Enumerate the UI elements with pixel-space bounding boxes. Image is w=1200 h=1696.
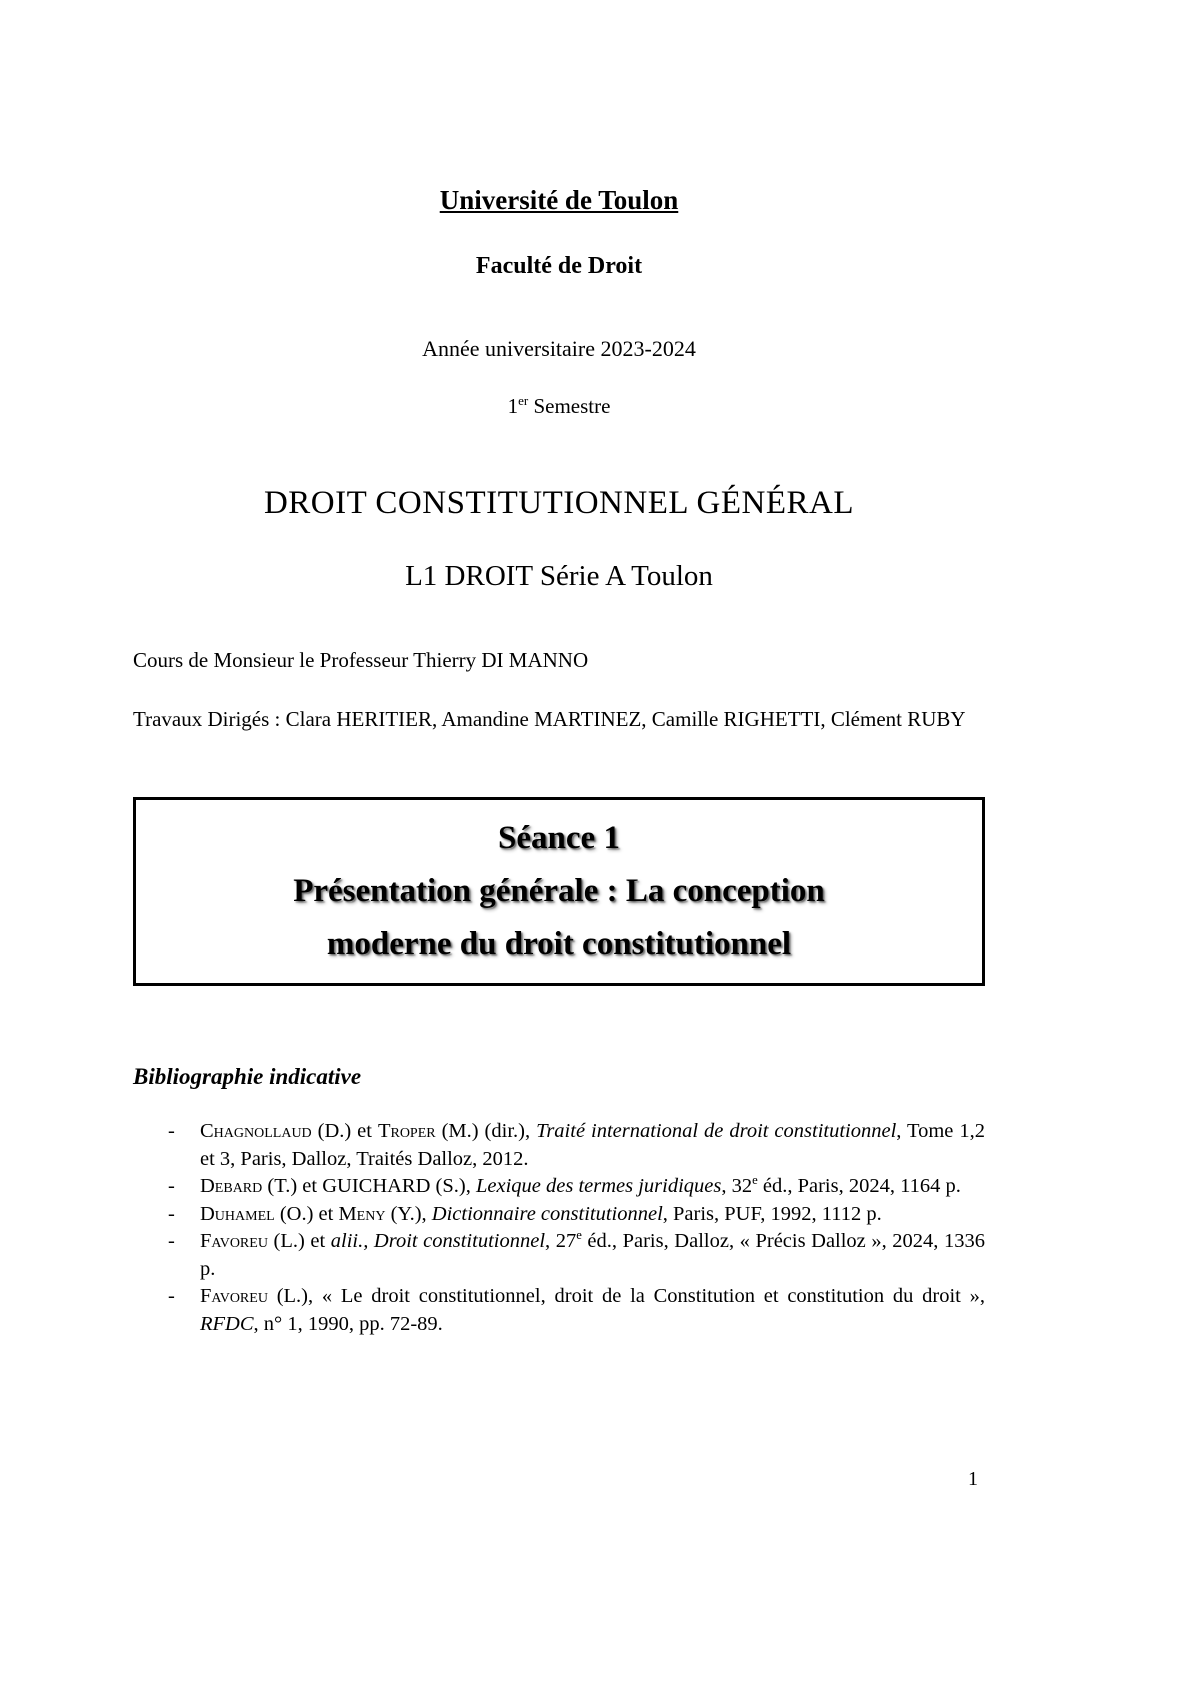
bibliography-item [133, 1118, 985, 1173]
bibliography-text-segment: , Tome 1,2 et 3, Paris, Dalloz, Traités Dalloz, 2012. [200, 1120, 985, 1170]
seance-box [133, 797, 985, 986]
faculty-title: Faculté de Droit [475, 253, 643, 279]
bibliography-text-segment: , n° 1, 1990, pp. 72-89. [253, 1312, 443, 1335]
bibliography-text-segment: RFDC [200, 1312, 254, 1335]
university-title: Université de Toulon [439, 185, 679, 215]
bibliography-text-segment: e [752, 1173, 758, 1188]
list-dash-marker: - [168, 1202, 175, 1225]
bibliography-text-segment: e [576, 1228, 582, 1243]
bibliography-text-segment: alii., Droit constitutionnel [330, 1230, 546, 1252]
seance-title: Séance 1 [498, 820, 620, 856]
bibliography-text-segment: (L.), « Le droit constitutionnel, droit de la Constitution et constitution du droit », [267, 1285, 985, 1307]
bibliography-text-segment: (Y.), [385, 1202, 432, 1225]
bibliography-text-segment: (L.) et [267, 1230, 331, 1252]
bibliography-text-segment: éd., Paris, Dalloz, « Précis Dalloz », 2024, 1336 p. [200, 1230, 986, 1280]
bibliography-text-segment: Meny [338, 1202, 386, 1225]
seance-subtitle-line2: moderne du droit constitutionnel [326, 926, 792, 962]
bibliography-text-segment: , 32 [721, 1175, 753, 1197]
bibliography-text-segment: Debard [200, 1175, 263, 1197]
bibliography-text-segment: (T.) et GUICHARD (S.), [262, 1175, 476, 1197]
bibliography-text-segment: Chagnollaud [200, 1120, 312, 1142]
semester-ordinal-suffix: er [518, 393, 529, 408]
bibliography-item [133, 1201, 985, 1229]
professor-line: Cours de Monsieur le Professeur Thierry DI MANNO [133, 648, 589, 672]
semester-line [133, 394, 985, 418]
course-series: L1 DROIT Série A Toulon [405, 560, 713, 592]
bibliography-list [133, 1118, 985, 1338]
seance-subtitle-line1: Présentation générale : La conception [293, 873, 825, 909]
academic-year: Année universitaire 2023-2024 [422, 336, 696, 361]
teaching-assistants-line: Travaux Dirigés : Clara HERITIER, Amandine MARTINEZ, Camille RIGHETTI, Clément RUBY [133, 707, 966, 731]
bibliography-text-segment: Dictionnaire constitutionnel [431, 1202, 663, 1225]
semester-number: 1 [507, 394, 519, 418]
bibliography-text-segment: Favoreu [200, 1230, 268, 1252]
list-dash-marker: - [168, 1120, 175, 1142]
bibliography-text-segment: Traité international de droit constitutionnel [536, 1120, 897, 1142]
list-dash-marker: - [168, 1285, 175, 1307]
page-number: 1 [968, 1468, 978, 1490]
bibliography-text-segment: Troper [377, 1120, 436, 1142]
bibliography-item [133, 1228, 985, 1283]
bibliography-text-segment: (D.) et [311, 1120, 378, 1142]
list-dash-marker: - [168, 1175, 175, 1197]
bibliography-text-segment: (M.) (dir.), [435, 1120, 537, 1142]
bibliography-text-segment: , Paris, PUF, 1992, 1112 p. [662, 1202, 882, 1225]
bibliography-heading: Bibliographie indicative [133, 1064, 362, 1089]
semester-label: Semestre [528, 394, 611, 418]
bibliography-item [133, 1283, 985, 1338]
course-title: DROIT CONSTITUTIONNEL GÉNÉRAL [263, 485, 855, 521]
bibliography-text-segment: (O.) et [274, 1202, 339, 1225]
bibliography-text-segment: Duhamel [200, 1202, 275, 1225]
bibliography-text-segment: , 27 [545, 1230, 577, 1252]
bibliography-item [133, 1173, 985, 1201]
list-dash-marker: - [168, 1230, 175, 1252]
bibliography-text-segment: Favoreu [200, 1285, 268, 1307]
bibliography-text-segment: éd., Paris, 2024, 1164 p. [757, 1175, 961, 1197]
bibliography-text-segment: Lexique des termes juridiques [475, 1175, 722, 1197]
